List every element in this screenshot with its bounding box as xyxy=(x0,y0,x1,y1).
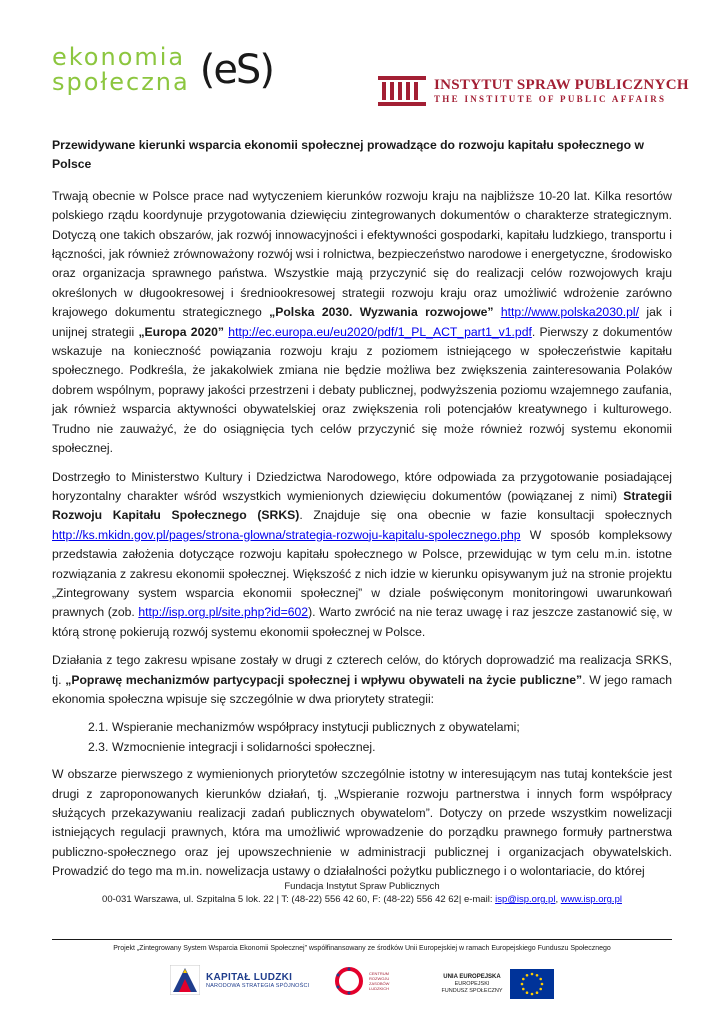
logo-es-line1: ekonomia xyxy=(52,43,186,71)
isp-name-en: THE INSTITUTE OF PUBLIC AFFAIRS xyxy=(434,94,667,104)
footer-address: 00-031 Warszawa, ul. Szpitalna 5 lok. 22 | T: (48-22) 556 42 60, F: (48-22) 556 42 62| e-mail: isp@isp.org.pl, www.isp.org.pl xyxy=(102,894,622,905)
eu-line3: FUNDUSZ SPOŁECZNY xyxy=(441,987,503,994)
list-item: 2.3. Wzmocnienie integracji i solidarności społecznej. xyxy=(88,739,376,754)
isp-logo xyxy=(378,76,689,106)
link-isp-site[interactable]: http://isp.org.pl/site.php?id=602 xyxy=(138,605,309,620)
funding-logos xyxy=(0,965,724,1005)
logo-es-line2: społeczna xyxy=(52,68,190,96)
paragraph-2: Dostrzegło to Ministerstwo Kultury i Dziedzictwa Narodowego, które odpowiada za przygotowanie posiadającej horyzontalny charakter wśród wszystkich wymienionych dziewięciu dokumentów (powiązanej z nimi) Strategii Rozwoju Kapitału Społecznego (SRKS). Znajduje się ona obecnie w fazie konsultacji społecznych http://ks.mkidn.gov.pl/pages/strona-glowna/strategia-rozwoju-kapitalu-spolecznego.php W sposób kompleksowy przedstawia założenia dotyczące rozwoju kapitału społecznego w Polsce, przewidując w tym celu m.in. istotne rozwiązania z zakresu ekonomii społecznej. Większość z nich idzie w kierunku opisywanym już na stronie projektu „Zintegrowany system wsparcia ekonomii społecznej” w dziale poświęconym monitoringowi uwarunkowań prawnych (zob. http://isp.org.pl/site.php?id=602). Warto zwrócić na nie teraz uwagę i raz jeszcze zastanowić się, w którą stronę pokierują rozwój systemu ekonomii społecznej w Polsce. xyxy=(52,469,672,639)
paragraph-3: Działania z tego zakresu wpisane zostały w drugi z czterech celów, do których doprowadzić ma realizacja SRKS, tj. „Poprawę mechanizmów partycypacji społecznej i wpływu obywateli na życie publiczne”. W jego ramach ekonomia społeczna wpisuje się szczególnie w dwa priorytety strategii: xyxy=(52,653,673,706)
logo-es-mark: (eS) xyxy=(199,47,273,93)
kapital-ludzki-logo xyxy=(170,965,309,995)
priorities-list xyxy=(52,718,672,757)
email-link[interactable]: isp@isp.org.pl xyxy=(495,894,556,905)
website-link[interactable]: www.isp.org.pl xyxy=(560,894,622,905)
isp-columns-icon xyxy=(378,76,426,106)
list-item: 2.1. Wspieranie mechanizmów współpracy instytucji publicznych z obywatelami; xyxy=(88,720,520,735)
footer-divider xyxy=(52,939,672,940)
eu-line1: UNIA EUROPEJSKA xyxy=(443,973,501,980)
kapital-ludzki-icon xyxy=(170,965,200,995)
eu-line2: EUROPEJSKI xyxy=(454,980,490,987)
link-europa2020[interactable]: http://ec.europa.eu/eu2020/pdf/1_PL_ACT_part1_v1.pdf xyxy=(228,324,532,339)
eu-flag-icon xyxy=(510,969,554,999)
paragraph-4: W obszarze pierwszego z wymienionych priorytetów szczególnie istotny w interesującym nas tutaj kontekście jest drugi z zaproponowanych kierunków działań, tj. „Wspieranie rozwoju partnerstwa i innych form współpracy służących przekazywaniu realizacji zadań publicznych obywatelom”. Dotyczy on przede wszystkim nowelizacji istniejących regulacji prawnych, która ma umożliwić wprowadzenie do porządku prawnego formuły partnerstwa publiczno-społecznego oraz jej upowszechnienie w administracji publicznej i organizacjach obywatelskich. Prowadzić do tego ma m.in. nowelizacja ustawy o działalności pożytku publicznego i o wolontariacie, do której xyxy=(52,767,672,879)
paragraph-1: Trwają obecnie w Polsce prace nad wytyczeniem kierunków rozwoju kraju na najbliższe 10-20 lat. Kilka resortów polskiego rządu koordynuje przygotowania dziewięciu zintegrowanych dokumentów o charakterze strategicznym. Dotyczą one takich obszarów, jak rozwój innowacyjności i efektywności gospodarki, kapitału ludzkiego, transportu i łączności, jak również zrównoważony rozwój wsi i rolnictwa, bezpieczeństwo narodowe i energetyczne, środowisko oraz organizacja sprawnego państwa. Wszystkie mają przyczynić się do realizacji celów rozwojowych kraju określonych w długookresowej i średniookresowej strategii rozwoju kraju oraz umożliwić wdrożenie zarówno krajowego dokumentu strategicznego „Polska 2030. Wyzwania rozwojowe” http://www.polska2030.pl/ jak i unijnej strategii „Europa 2020” http://ec.europa.eu/eu2020/pdf/1_PL_ACT_part1_v1.pdf. Pierwszy z dokumentów wskazuje na konieczność powiązania rozwoju kraju z poziomem istniejącego w społeczeństwie kapitału społecznego. Podkreśla, że jakakolwiek zmiana nie będzie możliwa bez zwiększenia zainteresowania Polaków dobrem wspólnym, poprawy jakości przestrzeni i debaty publicznej, podwyższenia poziomu wzajemnego zaufania, jak również wsparcia aktywności obywatelskiej oraz zwiększenia roli potencjałów kreatywnego i kulturowego. Trudno nie zauważyć, że do osiągnięcia tych celów przyczynić się może również rozwój systemu ekonomii społecznej. xyxy=(52,188,673,456)
eu-logo xyxy=(440,969,554,999)
crzl-icon xyxy=(333,965,365,997)
document-title: Przewidywane kierunki wsparcia ekonomii społecznej prowadzące do rozwoju kapitału społecznego w Polsce xyxy=(52,138,644,172)
link-mkidn-srks[interactable]: http://ks.mkidn.gov.pl/pages/strona-glowna/strategia-rozwoju-kapitalu-spolecznego.php xyxy=(52,527,521,542)
isp-name: INSTYTUT SPRAW PUBLICZNYCH xyxy=(434,77,689,93)
ekonomia-spoleczna-logo xyxy=(52,45,273,95)
page-footer xyxy=(0,880,724,906)
article-body xyxy=(52,136,672,891)
crzl-text: CENTRUM ROZWOJU ZASOBÓW LUDZKICH xyxy=(369,971,390,991)
crzl-logo xyxy=(333,965,399,997)
link-polska2030[interactable]: http://www.polska2030.pl/ xyxy=(500,305,640,320)
kl-subtitle: NARODOWA STRATEGIA SPÓJNOŚCI xyxy=(206,982,310,989)
footer-org: Fundacja Instytut Spraw Publicznych xyxy=(284,881,440,892)
kl-title: KAPITAŁ LUDZKI xyxy=(206,971,293,983)
project-note: Projekt „Zintegrowany System Wsparcia Ekonomii Społecznej” współfinansowany ze środków Unii Europejskiej w ramach Europejskiego Funduszu Społecznego xyxy=(113,945,611,952)
